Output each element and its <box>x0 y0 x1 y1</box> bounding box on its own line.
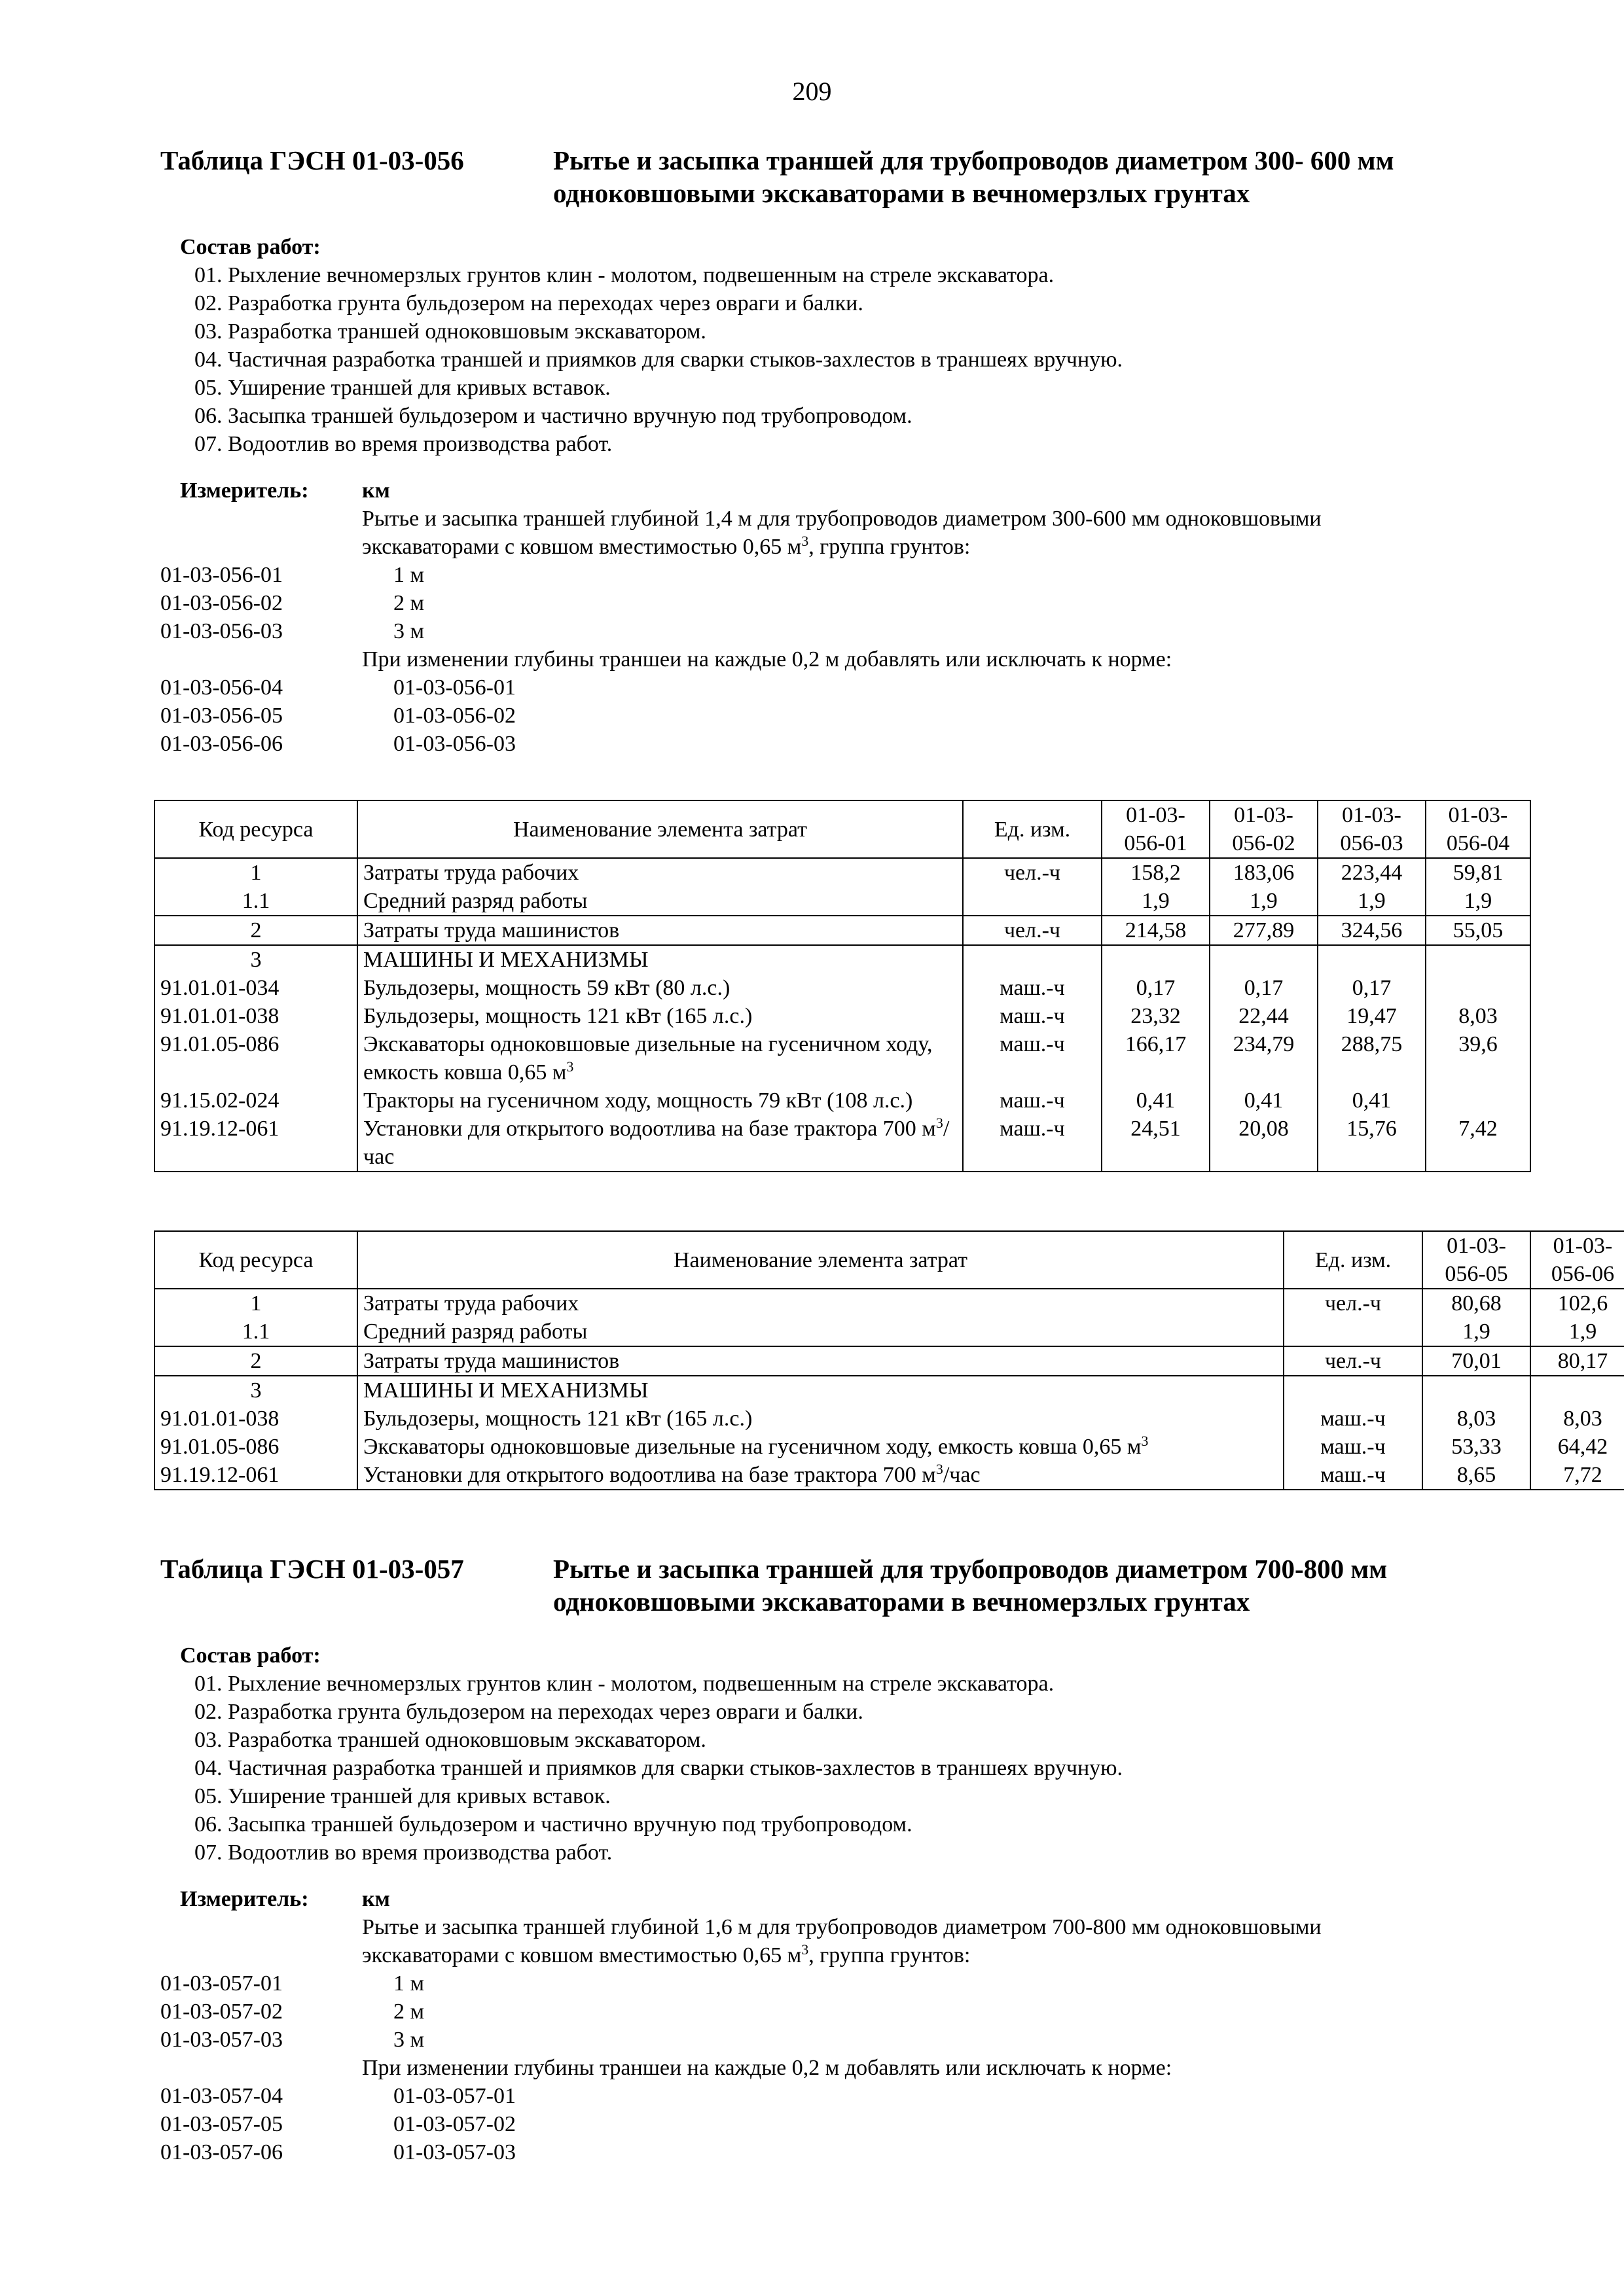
cell-value: 158,2 <box>1102 858 1210 887</box>
list-item: 05. Уширение траншей для кривых вставок. <box>194 376 611 400</box>
cell-value: 0,17 <box>1318 974 1426 1002</box>
cell-name: Затраты труда рабочих <box>357 858 963 887</box>
cell-value: 214,58 <box>1102 916 1210 945</box>
table-row <box>154 1433 1624 1461</box>
cell-name-text: Экскаваторы одноковшовые дизельные на гусеничном ходу, емкость ковша 0,65 м <box>363 1435 1142 1459</box>
cell-value: 0,41 <box>1102 1086 1210 1115</box>
measure-row <box>160 1885 1545 1913</box>
cell-unit <box>1284 1376 1422 1405</box>
variant-row <box>160 1998 1545 2026</box>
cell-unit: маш.-ч <box>963 1115 1102 1172</box>
cell-value: 7,42 <box>1426 1115 1530 1172</box>
work-list <box>160 261 1545 458</box>
cell-value: 70,01 <box>1422 1346 1530 1376</box>
measure-unit: км <box>362 1887 390 1911</box>
variant-code: 01-03-057-02 <box>160 2000 283 2024</box>
measure-desc-line <box>362 1941 1545 1969</box>
table-057-header-block <box>160 1552 1545 2166</box>
column-header: 01-03-056-01 <box>1102 800 1210 858</box>
cell-value: 183,06 <box>1210 858 1318 887</box>
column-header: Код ресурса <box>154 1231 357 1289</box>
variant-code: 01-03-056-05 <box>160 704 283 728</box>
variant-row <box>160 561 1545 589</box>
column-header: Ед. изм. <box>963 800 1102 858</box>
measure-desc-line: Рытье и засыпка траншей глубиной 1,6 м для трубопроводов диаметром 700-800 мм одноковшовыми <box>362 1915 1322 1939</box>
table-056-heading <box>160 144 1545 209</box>
variant-row <box>160 2082 1545 2110</box>
cell-value: 324,56 <box>1318 916 1426 945</box>
cell-code: 3 <box>154 945 357 974</box>
measure-desc-text: , группа грунтов: <box>808 535 971 559</box>
column-header: Код ресурса <box>154 800 357 858</box>
cell-unit: маш.-ч <box>963 1002 1102 1030</box>
table-row <box>154 945 1530 974</box>
table-title: Рытье и засыпка траншей для трубопроводов диаметром 300- 600 мм одноковшовыми экскаваторами в вечномерзлых грунтах <box>553 145 1394 208</box>
variant-value: 01-03-057-01 <box>393 2084 516 2108</box>
list-item: 06. Засыпка траншей бульдозером и частично вручную под трубопроводом. <box>194 404 912 428</box>
cell-value: 0,41 <box>1318 1086 1426 1115</box>
cell-code: 1.1 <box>154 887 357 916</box>
measure-description <box>362 1913 1545 1969</box>
cell-value: 19,47 <box>1318 1002 1426 1030</box>
list-item: 02. Разработка грунта бульдозером на переходах через овраги и балки. <box>194 291 863 315</box>
variant-value: 2 м <box>393 591 425 615</box>
cell-value: 8,03 <box>1422 1405 1530 1433</box>
variant-row <box>160 589 1545 617</box>
cell-value: 8,03 <box>1426 1002 1530 1030</box>
table-row <box>154 1002 1530 1030</box>
variant-value: 3 м <box>393 619 425 643</box>
cell-value: 1,9 <box>1422 1318 1530 1346</box>
cell-unit: чел.-ч <box>963 916 1102 945</box>
norm-table-056-05-06 <box>154 1230 1624 1490</box>
cell-value: 53,33 <box>1422 1433 1530 1461</box>
norm-table-056-01-04 <box>154 800 1531 1172</box>
column-header: 01-03-056-06 <box>1530 1231 1624 1289</box>
superscript: 3 <box>801 533 809 549</box>
cell-value: 1,9 <box>1426 887 1530 916</box>
variant-code: 01-03-056-01 <box>160 563 283 587</box>
list-item: 06. Засыпка траншей бульдозером и частично вручную под трубопроводом. <box>194 1812 912 1837</box>
measure-unit: км <box>362 478 390 503</box>
cell-unit <box>1284 1318 1422 1346</box>
variant-value: 01-03-056-02 <box>393 704 516 728</box>
cell-value <box>1530 1376 1624 1405</box>
cell-value: 0,17 <box>1102 974 1210 1002</box>
variant-code: 01-03-057-03 <box>160 2028 283 2052</box>
table-row <box>154 1115 1530 1172</box>
change-note-row <box>160 645 1545 673</box>
cell-unit: маш.-ч <box>1284 1433 1422 1461</box>
list-item: 04. Частичная разработка траншей и приямков для сварки стыков-захлестов в траншеях вручную. <box>194 348 1123 372</box>
cell-value: 1,9 <box>1210 887 1318 916</box>
variant-row <box>160 702 1545 730</box>
variant-row <box>160 673 1545 702</box>
cell-name: Затраты труда рабочих <box>357 1289 1284 1318</box>
work-composition-label: Состав работ: <box>180 235 321 259</box>
table-code: Таблица ГЭСН 01-03-057 <box>160 1554 464 1584</box>
cell-name: Бульдозеры, мощность 59 кВт (80 л.с.) <box>357 974 963 1002</box>
variant-value: 01-03-057-02 <box>393 2112 516 2136</box>
table-row <box>154 858 1530 887</box>
variant-code: 01-03-057-04 <box>160 2084 283 2108</box>
cell-name: Затраты труда машинистов <box>357 916 963 945</box>
cell-value: 288,75 <box>1318 1030 1426 1086</box>
list-item: 07. Водоотлив во время производства работ. <box>194 1840 613 1865</box>
cell-unit: чел.-ч <box>1284 1346 1422 1376</box>
cell-value: 55,05 <box>1426 916 1530 945</box>
cell-unit: маш.-ч <box>1284 1461 1422 1490</box>
list-item: 01. Рыхление вечномерзлых грунтов клин - молотом, подвешенным на стреле экскаватора. <box>194 1672 1055 1696</box>
cell-code: 91.01.05-086 <box>154 1433 357 1461</box>
table-056-header-block <box>160 144 1545 758</box>
table-row <box>154 1318 1624 1346</box>
table-row <box>154 1346 1624 1376</box>
cell-name: МАШИНЫ И МЕХАНИЗМЫ <box>357 945 963 974</box>
cell-code: 1.1 <box>154 1318 357 1346</box>
cell-name <box>357 1030 963 1086</box>
cell-value <box>1426 945 1530 974</box>
table-code: Таблица ГЭСН 01-03-056 <box>160 145 464 175</box>
cell-unit: чел.-ч <box>1284 1289 1422 1318</box>
cell-code: 1 <box>154 858 357 887</box>
cell-name: Бульдозеры, мощность 121 кВт (165 л.с.) <box>357 1405 1284 1433</box>
column-header: 01-03-056-05 <box>1422 1231 1530 1289</box>
column-header: Наименование элемента затрат <box>357 800 963 858</box>
change-note: При изменении глубины траншеи на каждые 0,2 м добавлять или исключать к норме: <box>362 2056 1172 2080</box>
variant-code: 01-03-057-06 <box>160 2140 283 2164</box>
cell-code: 91.01.05-086 <box>154 1030 357 1086</box>
table-057-heading <box>160 1552 1545 1618</box>
variant-row <box>160 617 1545 645</box>
cell-value: 80,17 <box>1530 1346 1624 1376</box>
cell-code: 91.19.12-061 <box>154 1461 357 1490</box>
cell-value: 64,42 <box>1530 1433 1624 1461</box>
variant-value: 1 м <box>393 563 425 587</box>
work-list <box>160 1670 1545 1867</box>
variant-code: 01-03-056-02 <box>160 591 283 615</box>
cell-value <box>1318 945 1426 974</box>
cell-code: 91.01.01-034 <box>154 974 357 1002</box>
variant-value: 01-03-056-01 <box>393 675 516 700</box>
measure-desc-line <box>362 533 1545 561</box>
cell-value: 24,51 <box>1102 1115 1210 1172</box>
cell-name: Бульдозеры, мощность 121 кВт (165 л.с.) <box>357 1002 963 1030</box>
cell-name-text: Установки для открытого водоотлива на базе трактора 700 м <box>363 1117 936 1141</box>
column-header: 01-03-056-04 <box>1426 800 1530 858</box>
list-item: 04. Частичная разработка траншей и приямков для сварки стыков-захлестов в траншеях вручную. <box>194 1756 1123 1780</box>
variant-value: 2 м <box>393 2000 425 2024</box>
variant-code: 01-03-056-04 <box>160 675 283 700</box>
table-header-row <box>154 800 1530 858</box>
cell-value: 20,08 <box>1210 1115 1318 1172</box>
list-item: 02. Разработка грунта бульдозером на переходах через овраги и балки. <box>194 1700 863 1724</box>
cell-value: 0,41 <box>1210 1086 1318 1115</box>
variant-value: 1 м <box>393 1971 425 1996</box>
cell-name-text: /час <box>943 1463 981 1487</box>
cell-value: 1,9 <box>1102 887 1210 916</box>
table-row <box>154 1289 1624 1318</box>
table-header-row <box>154 1231 1624 1289</box>
cell-value: 234,79 <box>1210 1030 1318 1086</box>
variant-value: 01-03-057-03 <box>393 2140 516 2164</box>
cell-unit: маш.-ч <box>1284 1405 1422 1433</box>
cell-name <box>357 1433 1284 1461</box>
change-note: При изменении глубины траншеи на каждые 0,2 м добавлять или исключать к норме: <box>362 647 1172 672</box>
cell-code: 91.15.02-024 <box>154 1086 357 1115</box>
column-header: 01-03-056-03 <box>1318 800 1426 858</box>
page-number: 209 <box>792 77 832 106</box>
superscript: 3 <box>801 1941 809 1958</box>
variant-value: 3 м <box>393 2028 425 2052</box>
measure-desc-text: , группа грунтов: <box>808 1943 971 1967</box>
cell-code: 2 <box>154 916 357 945</box>
cell-code: 91.01.01-038 <box>154 1405 357 1433</box>
measure-description <box>362 505 1545 561</box>
measure-label: Измеритель: <box>180 1887 309 1911</box>
cell-name: Средний разряд работы <box>357 1318 1284 1346</box>
variant-row <box>160 2026 1545 2054</box>
table-row <box>154 974 1530 1002</box>
cell-name <box>357 1461 1284 1490</box>
measure-row <box>160 476 1545 505</box>
cell-value <box>1102 945 1210 974</box>
cell-code: 1 <box>154 1289 357 1318</box>
measure-desc-text: экскаваторами с ковшом вместимостью 0,65 м <box>362 535 802 559</box>
cell-value: 1,9 <box>1530 1318 1624 1346</box>
cell-value: 102,6 <box>1530 1289 1624 1318</box>
variant-row <box>160 2138 1545 2166</box>
measure-desc-row <box>160 505 1545 561</box>
cell-value <box>1422 1376 1530 1405</box>
cell-value: 166,17 <box>1102 1030 1210 1086</box>
cell-unit: чел.-ч <box>963 858 1102 887</box>
cell-code: 3 <box>154 1376 357 1405</box>
cell-value <box>1210 945 1318 974</box>
table-row <box>154 1086 1530 1115</box>
column-header: Ед. изм. <box>1284 1231 1422 1289</box>
column-header: Наименование элемента затрат <box>357 1231 1284 1289</box>
measure-desc-row <box>160 1913 1545 1969</box>
cell-name: Затраты труда машинистов <box>357 1346 1284 1376</box>
cell-code: 91.19.12-061 <box>154 1115 357 1172</box>
cell-value: 39,6 <box>1426 1030 1530 1086</box>
list-item: 01. Рыхление вечномерзлых грунтов клин - молотом, подвешенным на стреле экскаватора. <box>194 263 1055 287</box>
list-item: 03. Разработка траншей одноковшовым экскаватором. <box>194 319 706 344</box>
cell-value: 0,17 <box>1210 974 1318 1002</box>
cell-value: 7,72 <box>1530 1461 1624 1490</box>
cell-unit: маш.-ч <box>963 974 1102 1002</box>
cell-name-text: Установки для открытого водоотлива на базе трактора 700 м <box>363 1463 936 1487</box>
cell-name: МАШИНЫ И МЕХАНИЗМЫ <box>357 1376 1284 1405</box>
table-row <box>154 916 1530 945</box>
cell-value <box>1426 974 1530 1002</box>
variant-code: 01-03-056-03 <box>160 619 283 643</box>
table-row <box>154 1030 1530 1086</box>
table-row <box>154 1405 1624 1433</box>
list-item: 05. Уширение траншей для кривых вставок. <box>194 1784 611 1808</box>
cell-name <box>357 1115 963 1172</box>
table-row <box>154 1461 1624 1490</box>
list-item: 03. Разработка траншей одноковшовым экскаватором. <box>194 1728 706 1752</box>
cell-value: 15,76 <box>1318 1115 1426 1172</box>
cell-value: 59,81 <box>1426 858 1530 887</box>
variant-code: 01-03-057-05 <box>160 2112 283 2136</box>
cell-value: 1,9 <box>1318 887 1426 916</box>
cell-name: Тракторы на гусеничном ходу, мощность 79 кВт (108 л.с.) <box>357 1086 963 1115</box>
superscript: 3 <box>935 1115 943 1131</box>
work-composition-label: Состав работ: <box>180 1643 321 1668</box>
cell-unit <box>963 887 1102 916</box>
cell-value: 8,65 <box>1422 1461 1530 1490</box>
measure-desc-line: Рытье и засыпка траншей глубиной 1,4 м для трубопроводов диаметром 300-600 мм одноковшовыми <box>362 507 1322 531</box>
column-header: 01-03-056-02 <box>1210 800 1318 858</box>
cell-name-text: /час <box>363 1117 950 1169</box>
cell-name: Средний разряд работы <box>357 887 963 916</box>
cell-value: 8,03 <box>1530 1405 1624 1433</box>
variant-row <box>160 730 1545 758</box>
variant-code: 01-03-057-01 <box>160 1971 283 1996</box>
cell-value: 223,44 <box>1318 858 1426 887</box>
cell-unit: маш.-ч <box>963 1086 1102 1115</box>
cell-value: 277,89 <box>1210 916 1318 945</box>
variant-row <box>160 1969 1545 1998</box>
cell-code: 91.01.01-038 <box>154 1002 357 1030</box>
cell-unit <box>963 945 1102 974</box>
cell-code: 2 <box>154 1346 357 1376</box>
measure-desc-text: экскаваторами с ковшом вместимостью 0,65 м <box>362 1943 802 1967</box>
cell-unit: маш.-ч <box>963 1030 1102 1086</box>
cell-name-text: Экскаваторы одноковшовые дизельные на гусеничном ходу, емкость ковша 0,65 м <box>363 1032 933 1085</box>
variant-code: 01-03-056-06 <box>160 732 283 756</box>
cell-value: 80,68 <box>1422 1289 1530 1318</box>
superscript: 3 <box>566 1058 574 1075</box>
cell-value: 22,44 <box>1210 1002 1318 1030</box>
table-title: Рытье и засыпка траншей для трубопроводов диаметром 700-800 мм одноковшовыми экскаваторами в вечномерзлых грунтах <box>553 1554 1388 1617</box>
superscript: 3 <box>935 1461 943 1477</box>
table-row <box>154 1376 1624 1405</box>
variant-value: 01-03-056-03 <box>393 732 516 756</box>
variant-row <box>160 2110 1545 2138</box>
cell-value: 23,32 <box>1102 1002 1210 1030</box>
table-row <box>154 887 1530 916</box>
measure-label: Измеритель: <box>180 478 309 503</box>
superscript: 3 <box>1141 1433 1149 1449</box>
list-item: 07. Водоотлив во время производства работ. <box>194 432 613 456</box>
change-note-row <box>160 2054 1545 2082</box>
cell-value <box>1426 1086 1530 1115</box>
